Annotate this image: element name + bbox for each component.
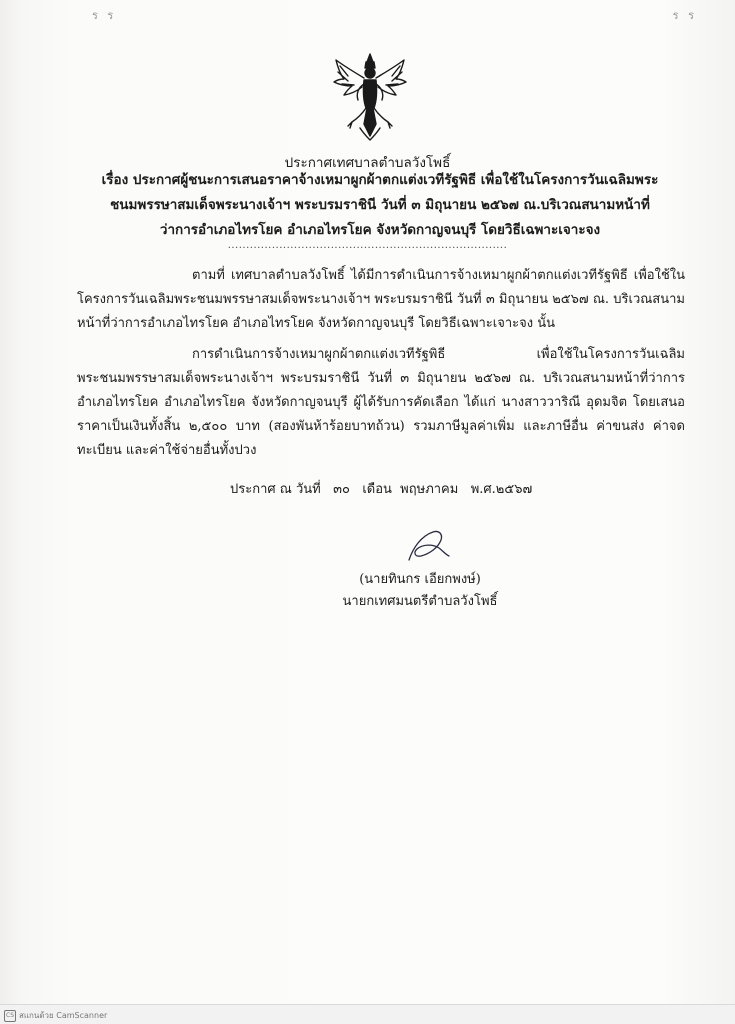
paragraph-1-text: ตามที่ เทศบาลตำบลวังโพธิ์ ได้มีการดำเนินการจ้างเหมาผูกผ้าตกแต่งเวทีรัฐพิธี เพื่อใช้ในโครงการวันเฉลิมพระชนมพรรษาสมเด็จพระนางเจ้าฯ พระบรมราชินี วันที่ ๓ มิถุนายน ๒๕๖๗ ณ. บริเวณสนามหน้าที่ว่าการอำเภอไทรโยค อำเภอไทรโยค จังหวัดกาญจนบุรี โดยวิธีเฉพาะเจาะจง นั้น — [77, 268, 685, 331]
announcement-title: ประกาศเทศบาลตำบลวังโพธิ์ — [284, 155, 451, 171]
subject-line-2: ชนมพรรษาสมเด็จพระนางเจ้าฯ พระบรมราชินี วันที่ ๓ มิถุนายน ๒๕๖๗ ณ.บริเวณสนามหน้าที่ — [110, 197, 650, 213]
corner-mark-right: ร ร — [672, 9, 697, 22]
body-paragraph-1 — [77, 264, 685, 336]
signatory-position: นายกเทศมนตรีตำบลวังโพธิ์ — [342, 594, 498, 609]
camscanner-label: สแกนด้วย CamScanner — [19, 1011, 108, 1020]
scanner-footer — [0, 1004, 735, 1024]
paragraph-2-text: การดำเนินการจ้างเหมาผูกผ้าตกแต่งเวทีรัฐพิธี เพื่อใช้ในโครงการวันเฉลิมพระชนมพรรษาสมเด็จพระนางเจ้าฯ พระบรมราชินี วันที่ ๓ มิถุนายน ๒๕๖๗ ณ. บริเวณสนามหน้าที่ว่าการอำเภอไทรโยค อำเภอไทรโยค จังหวัดกาญจนบุรี ผู้ได้รับการคัดเลือก ได้แก่ นางสาววาริณี อุดมจิต โดยเสนอราคาเป็นเงินทั้งสิ้น ๒,๕๐๐ บาท (สองพันห้าร้อยบาทถ้วน) รวมภาษีมูลค่าเพิ่ม และภาษีอื่น ค่าขนส่ง ค่าจดทะเบียน และค่าใช้จ่ายอื่นทั้งปวง — [77, 347, 685, 458]
separator-line: ............................................................................ — [227, 240, 508, 251]
body-paragraph-2 — [77, 343, 685, 463]
subject-heading — [100, 168, 660, 243]
camscanner-watermark — [4, 1009, 107, 1022]
corner-mark-left: ร ร — [92, 9, 117, 22]
signature-icon — [403, 526, 453, 566]
subject-line-3: ว่าการอำเภอไทรโยค อำเภอไทรโยค จังหวัดกาญจนบุรี โดยวิธีเฉพาะเจาะจง — [159, 222, 601, 238]
announcement-date: ประกาศ ณ วันที่ ๓๐ เดือน พฤษภาคม พ.ศ.๒๕๖๗ — [230, 482, 533, 497]
camscanner-logo-icon: CS — [4, 1010, 16, 1022]
signatory-name: (นายทินกร เอียกพงษ์) — [359, 572, 481, 587]
subject-line-1: เรื่อง ประกาศผู้ชนะการเสนอราคาจ้างเหมาผูกผ้าตกแต่งเวทีรัฐพิธี เพื่อใช้ในโครงการวันเฉลิมพระ — [101, 172, 659, 188]
garuda-emblem-icon — [330, 52, 410, 142]
